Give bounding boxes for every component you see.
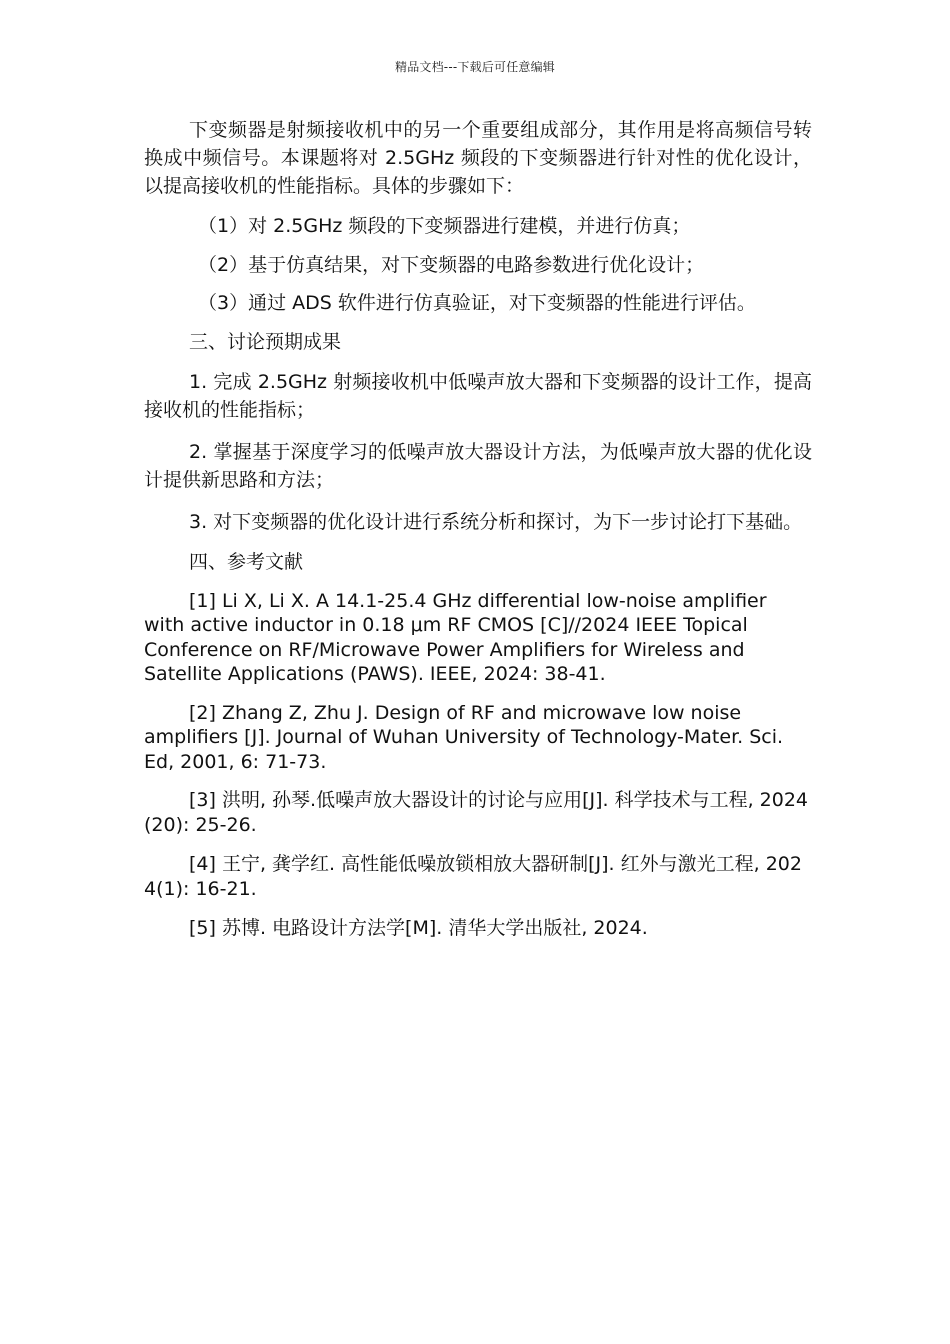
section-title-references: 四、参考文献 — [189, 551, 304, 573]
reference-4: [4] 王宁, 龚学红. 高性能低噪放锁相放大器研制[J]. 红外与激光工程, 2024(1): 16-21. — [144, 853, 802, 900]
reference-5: [5] 苏博. 电路设计方法学[M]. 清华大学出版社, 2024. — [189, 917, 648, 939]
outcome-1: 1. 完成 2.5GHz 射频接收机中低噪声放大器和下变频器的设计工作，提高接收机的性能指标； — [144, 371, 812, 421]
reference-3: [3] 洪明, 孙琴.低噪声放大器设计的讨论与应用[J]. 科学技术与工程, 2024(20): 25-26. — [144, 789, 809, 836]
document-body — [144, 116, 812, 956]
intro-paragraph: 下变频器是射频接收机中的另一个重要组成部分，其作用是将高频信号转换成中频信号。本课题将对 2.5GHz 频段的下变频器进行针对性的优化设计，以提高接收机的性能指标。具体的步骤如下： — [144, 119, 812, 197]
section-title-outcomes: 三、讨论预期成果 — [189, 330, 342, 353]
outcome-2: 2. 掌握基于深度学习的低噪声放大器设计方法，为低噪声放大器的优化设计提供新思路和方法； — [144, 441, 812, 491]
outcome-3: 3. 对下变频器的优化设计进行系统分析和探讨，为下一步讨论打下基础。 — [189, 511, 803, 533]
step-2: （2）基于仿真结果，对下变频器的电路参数进行优化设计； — [198, 253, 705, 276]
reference-2: [2] Zhang Z, Zhu J. Design of RF and microwave low noise amplifiers [J]. Journal of Wuhan University of Technology-Mater. Sci. Ed, 2001, 6: 71-73. — [144, 701, 784, 773]
step-3: （3）通过 ADS 软件进行仿真验证，对下变频器的性能进行评估。 — [198, 292, 756, 314]
reference-1: [1] Li X, Li X. A 14.1-25.4 GHz differential low-noise amplifier with active inductor in 0.18 μm RF CMOS [C]//2024 IEEE Topical Conference on RF/Microwave Power Amplifiers for Wireless and Satellite Applications (PAWS). IEEE, 2024: 38-41. — [144, 589, 767, 685]
step-1: （1）对 2.5GHz 频段的下变频器进行建模，并进行仿真； — [198, 215, 691, 237]
page-header: 精品文档---下载后可任意编辑 — [395, 60, 555, 74]
